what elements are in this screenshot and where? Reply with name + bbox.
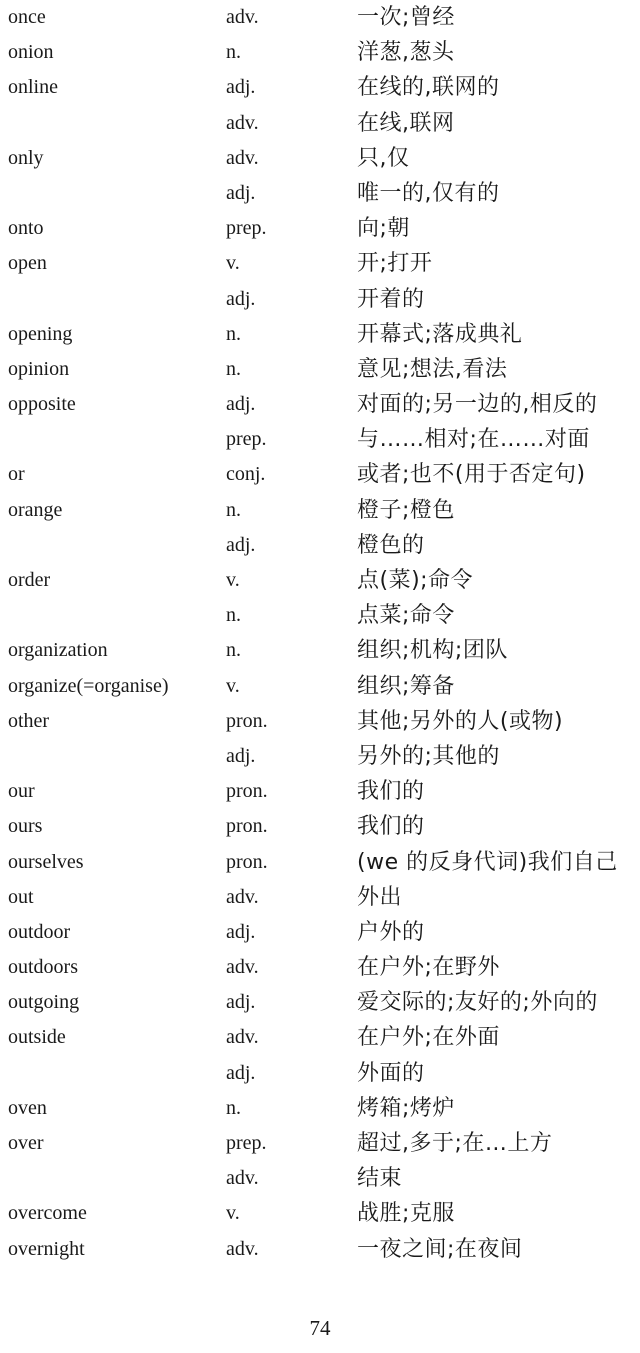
vocab-entry-row — [0, 387, 640, 422]
entry-meaning: 在线,联网 — [357, 110, 455, 136]
entry-part-of-speech: adj. — [226, 533, 256, 556]
entry-meaning: 开;打开 — [357, 251, 433, 277]
entry-part-of-speech: adv. — [226, 6, 259, 28]
entry-meaning: 橙子;橙色 — [357, 497, 455, 523]
vocab-entry-row — [0, 1056, 640, 1091]
entry-meaning: 我们的 — [357, 779, 425, 805]
entry-meaning: 在户外;在野外 — [357, 955, 500, 981]
entry-meaning: 只,仅 — [357, 145, 410, 171]
vocab-entry-row — [0, 704, 640, 739]
entry-part-of-speech: adj. — [226, 744, 256, 767]
vocab-entry-row — [0, 915, 640, 950]
entry-meaning: 超过,多于;在…上方 — [357, 1131, 553, 1156]
entry-meaning: 开着的 — [357, 286, 425, 312]
entry-part-of-speech: adj. — [226, 1061, 256, 1084]
vocab-entry-row — [0, 457, 640, 492]
entry-meaning: 我们的 — [357, 814, 425, 840]
vocab-entry-row — [0, 880, 640, 915]
entry-meaning: 结束 — [357, 1166, 403, 1192]
entry-meaning: 户外的 — [357, 919, 425, 945]
vocab-entry-row — [0, 563, 640, 598]
entry-part-of-speech: prep. — [226, 217, 267, 240]
entry-meaning: 对面的;另一边的,相反的 — [357, 392, 598, 418]
entry-word: overcome — [8, 1202, 87, 1225]
entry-word: outdoor — [8, 920, 71, 943]
entry-part-of-speech: pron. — [226, 815, 268, 838]
entry-meaning: 一夜之间;在夜间 — [357, 1236, 523, 1262]
entry-meaning: 向;朝 — [357, 216, 410, 242]
entry-word: other — [8, 709, 50, 732]
entry-part-of-speech: n. — [226, 498, 241, 521]
vocab-entry-row — [0, 1161, 640, 1196]
vocab-entry-row — [0, 950, 640, 985]
entry-meaning: 在户外;在外面 — [357, 1025, 500, 1051]
entry-meaning: 战胜;克服 — [357, 1201, 455, 1227]
entry-meaning: 开幕式;落成典礼 — [357, 321, 523, 347]
entry-part-of-speech: pron. — [226, 709, 268, 732]
entry-word: only — [8, 146, 44, 169]
entry-part-of-speech: pron. — [226, 780, 268, 803]
entry-meaning: 点(菜);命令 — [357, 568, 474, 593]
entry-meaning: 爱交际的;友好的;外向的 — [357, 990, 598, 1016]
vocab-entry-row — [0, 528, 640, 563]
entry-part-of-speech: adj. — [226, 393, 256, 416]
vocab-entry-row — [0, 352, 640, 387]
entry-word: our — [8, 780, 35, 803]
entry-part-of-speech: n. — [226, 1096, 241, 1119]
entry-word: opening — [8, 322, 73, 345]
entry-meaning: 外面的 — [357, 1060, 425, 1086]
vocab-entry-row — [0, 845, 640, 880]
vocab-entry-row — [0, 669, 640, 704]
entry-meaning: 一次;曾经 — [357, 5, 455, 30]
entry-part-of-speech: adv. — [226, 1026, 259, 1049]
entry-word: outgoing — [8, 991, 80, 1014]
vocab-entry-row — [0, 774, 640, 809]
vocab-entry-row — [0, 211, 640, 246]
entry-part-of-speech: adj. — [226, 181, 256, 204]
vocab-entry-row — [0, 1196, 640, 1231]
entry-meaning: 与……相对;在……对面 — [357, 427, 590, 453]
entry-meaning: 点菜;命令 — [357, 603, 455, 629]
entry-word: once — [8, 6, 46, 28]
vocab-entry-row — [0, 70, 640, 105]
entry-part-of-speech: adv. — [226, 1167, 259, 1190]
entry-word: opposite — [8, 393, 76, 416]
vocab-entry-row — [0, 176, 640, 211]
vocab-entry-row — [0, 422, 640, 457]
entry-word: organization — [8, 639, 108, 662]
entry-part-of-speech: v. — [226, 569, 240, 591]
entry-meaning: 其他;另外的人(或物) — [357, 708, 564, 734]
entry-word: orange — [8, 498, 63, 521]
entry-meaning: 在线的,联网的 — [357, 75, 500, 101]
vocab-entry-row — [0, 985, 640, 1020]
entry-meaning: 意见;想法,看法 — [357, 356, 508, 382]
entry-part-of-speech: adv. — [226, 146, 259, 169]
entry-meaning: 或者;也不(用于否定句) — [357, 462, 586, 488]
entry-meaning: 另外的;其他的 — [357, 743, 500, 769]
entry-part-of-speech: conj. — [226, 463, 266, 486]
entry-part-of-speech: adj. — [226, 920, 256, 943]
entry-meaning: 烤箱;烤炉 — [357, 1095, 455, 1121]
vocab-entry-row — [0, 35, 640, 70]
entry-word: outdoors — [8, 956, 78, 979]
page-number: 74 — [309, 1316, 331, 1340]
vocab-entry-row — [0, 1091, 640, 1126]
entry-word: or — [8, 463, 25, 486]
vocab-entry-row — [0, 246, 640, 281]
entry-part-of-speech: n. — [226, 357, 241, 380]
entry-meaning: 洋葱,葱头 — [357, 40, 455, 66]
entry-part-of-speech: n. — [226, 322, 241, 345]
entry-meaning: 组织;机构;团队 — [357, 638, 508, 664]
vocab-entry-row — [0, 282, 640, 317]
entry-word: ours — [8, 815, 43, 838]
entry-meaning: (we 的反身代词)我们自己 — [357, 849, 618, 875]
entry-word: out — [8, 885, 34, 908]
vocab-entry-row — [0, 106, 640, 141]
entry-part-of-speech: adj. — [226, 76, 256, 99]
entry-part-of-speech: v. — [226, 252, 240, 275]
vocab-entry-row — [0, 1126, 640, 1161]
vocab-entry-row — [0, 141, 640, 176]
vocab-entry-row — [0, 1232, 640, 1267]
entry-word: over — [8, 1132, 44, 1154]
entry-meaning: 组织;筹备 — [357, 673, 455, 699]
vocab-entry-row — [0, 1020, 640, 1055]
entry-meaning: 唯一的,仅有的 — [357, 180, 500, 206]
entry-part-of-speech: v. — [226, 1202, 240, 1225]
entry-word: onto — [8, 217, 44, 240]
entry-word: organize(=organise) — [8, 674, 169, 697]
entry-word: online — [8, 76, 58, 99]
vocab-entry-row — [0, 317, 640, 352]
vocab-entry-row — [0, 598, 640, 633]
vocab-entry-row — [0, 493, 640, 528]
entry-part-of-speech: prep. — [226, 428, 267, 451]
entry-word: opinion — [8, 357, 70, 380]
vocab-entry-row — [0, 809, 640, 844]
entry-part-of-speech: n. — [226, 41, 241, 64]
entry-part-of-speech: adv. — [226, 956, 259, 979]
entry-part-of-speech: n. — [226, 604, 241, 627]
entry-word: open — [8, 252, 47, 275]
entry-part-of-speech: adv. — [226, 1237, 259, 1260]
entry-meaning: 外出 — [357, 884, 403, 910]
entry-part-of-speech: n. — [226, 639, 241, 662]
entry-part-of-speech: adj. — [226, 287, 256, 310]
entry-part-of-speech: adv. — [226, 111, 259, 134]
entry-meaning: 橙色的 — [357, 532, 425, 558]
entry-part-of-speech: pron. — [226, 850, 268, 873]
entry-word: overnight — [8, 1237, 85, 1260]
entry-part-of-speech: prep. — [226, 1132, 267, 1154]
entry-word: ourselves — [8, 850, 84, 873]
vocab-entry-row — [0, 739, 640, 774]
vocab-entry-row — [0, 0, 640, 35]
entry-word: outside — [8, 1026, 66, 1049]
entry-word: order — [8, 569, 51, 591]
vocab-entry-row — [0, 633, 640, 668]
entry-part-of-speech: adj. — [226, 991, 256, 1014]
entry-word: onion — [8, 41, 54, 64]
entry-part-of-speech: adv. — [226, 885, 259, 908]
entry-word: oven — [8, 1096, 47, 1119]
entry-part-of-speech: v. — [226, 674, 240, 697]
